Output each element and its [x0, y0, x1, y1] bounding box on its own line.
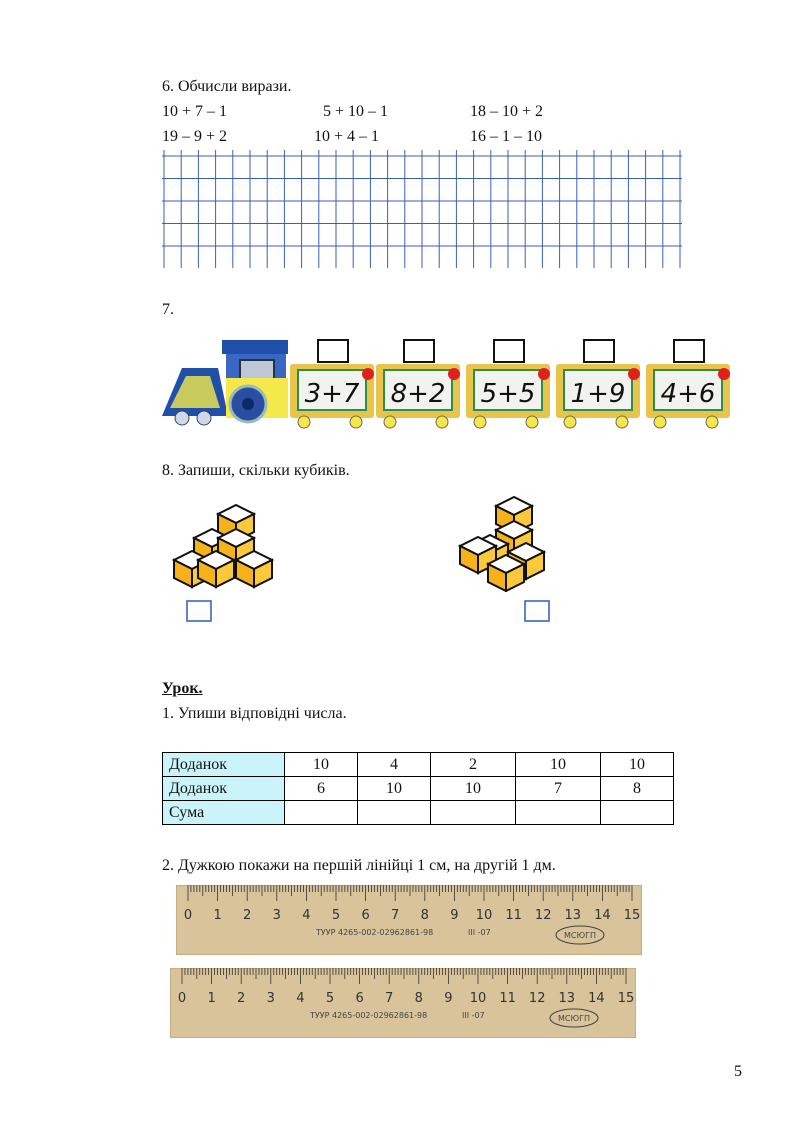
ruler-brand: МСЮГП	[563, 931, 597, 940]
answer-box[interactable]	[186, 600, 212, 622]
row-label: Доданок	[163, 753, 285, 777]
table-cell: 10	[285, 753, 358, 777]
sum-input-cell[interactable]	[516, 801, 601, 825]
wagon	[556, 340, 640, 428]
ruler-mark: III -07	[462, 1011, 485, 1020]
ruler-number: 14	[588, 991, 605, 1006]
table-row	[163, 777, 674, 801]
ruler-number: 3	[266, 991, 275, 1006]
ruler-number: 1	[207, 991, 216, 1006]
ruler-mark: III -07	[468, 928, 491, 937]
wagon	[376, 340, 460, 428]
wagon-expression: 3+7	[304, 379, 360, 409]
ruler-number: 9	[450, 908, 459, 923]
ruler-number: 7	[391, 908, 400, 923]
sum-input-cell[interactable]	[285, 801, 358, 825]
ruler-2[interactable]	[170, 968, 636, 1038]
ruler-number: 9	[444, 991, 453, 1006]
ruler-number: 2	[237, 991, 246, 1006]
wagon-expression: 4+6	[660, 379, 716, 409]
ruler-1[interactable]	[176, 885, 642, 955]
ruler-number: 1	[213, 908, 222, 923]
train-picture	[160, 338, 750, 430]
table-cell: 7	[516, 777, 601, 801]
ruler-number: 12	[528, 991, 546, 1006]
ruler-number: 10	[469, 991, 487, 1006]
expression: 16 – 1 – 10	[470, 128, 542, 145]
ruler-number: 6	[355, 991, 364, 1006]
table-cell: 10	[358, 777, 431, 801]
wagon	[646, 340, 730, 428]
ruler-number: 3	[272, 908, 281, 923]
ruler-number: 0	[183, 908, 193, 923]
table-cell: 4	[358, 753, 431, 777]
expression: 10 + 7 – 1	[162, 103, 228, 120]
sum-input-cell[interactable]	[358, 801, 431, 825]
ruler-number: 12	[534, 908, 552, 923]
ruler-number: 13	[558, 991, 576, 1006]
ruler-number: 14	[594, 908, 611, 923]
page-number: 5	[734, 1063, 742, 1080]
task2-title: 2. Дужкою покажи на першій лінійці 1 см, на другій 1 дм.	[162, 857, 556, 874]
ruler-number: 8	[414, 991, 423, 1006]
wagon	[290, 340, 374, 428]
ruler-number: 10	[475, 908, 493, 923]
task8-title: 8. Запиши, скільки кубиків.	[162, 462, 350, 479]
ruler-number: 5	[331, 908, 341, 923]
table-row	[163, 753, 674, 777]
ruler-number: 13	[564, 908, 582, 923]
answer-grid[interactable]	[162, 150, 682, 268]
expression: 10 + 4 – 1	[314, 128, 380, 145]
locomotive	[162, 340, 288, 425]
ruler-number: 6	[361, 908, 370, 923]
sum-input-cell[interactable]	[431, 801, 516, 825]
task7-title: 7.	[162, 301, 174, 318]
answer-box[interactable]	[524, 600, 550, 622]
ruler-number: 5	[325, 991, 335, 1006]
expression: 19 – 9 + 2	[162, 128, 228, 145]
ruler-brand: МСЮГП	[557, 1014, 591, 1023]
table-cell: 10	[431, 777, 516, 801]
ruler-number: 4	[296, 991, 305, 1006]
table-cell: 10	[601, 753, 674, 777]
task6-title: 6. Обчисли вирази.	[162, 78, 292, 95]
task1-title: 1. Упиши відповідні числа.	[162, 705, 347, 722]
cube-stack-2	[458, 492, 550, 592]
sum-input-cell[interactable]	[601, 801, 674, 825]
ruler-number: 15	[617, 991, 635, 1006]
expression: 5 + 10 – 1	[323, 103, 389, 120]
wagon-expression: 8+2	[390, 379, 446, 409]
ruler-number: 11	[505, 908, 522, 923]
table-row	[163, 801, 674, 825]
table-cell: 10	[516, 753, 601, 777]
expression: 18 – 10 + 2	[470, 103, 544, 120]
table-cell: 8	[601, 777, 674, 801]
ruler-number: 8	[420, 908, 429, 923]
ruler-code: ТУУР 4265-002-02962861-98	[310, 1011, 428, 1020]
ruler-number: 2	[243, 908, 252, 923]
ruler-number: 11	[499, 991, 516, 1006]
cube-stack-1	[172, 498, 282, 590]
ruler-code: ТУУР 4265-002-02962861-98	[316, 928, 434, 937]
ruler-number: 15	[623, 908, 641, 923]
row-label: Доданок	[163, 777, 285, 801]
addition-table	[162, 752, 674, 825]
lesson-heading: Урок.	[162, 680, 203, 697]
wagon	[466, 340, 550, 428]
ruler-number: 0	[177, 991, 187, 1006]
table-cell: 6	[285, 777, 358, 801]
row-label: Сума	[163, 801, 285, 825]
table-cell: 2	[431, 753, 516, 777]
wagon-expression: 5+5	[480, 379, 536, 409]
ruler-number: 7	[385, 991, 394, 1006]
wagon-expression: 1+9	[570, 379, 626, 409]
ruler-number: 4	[302, 908, 311, 923]
